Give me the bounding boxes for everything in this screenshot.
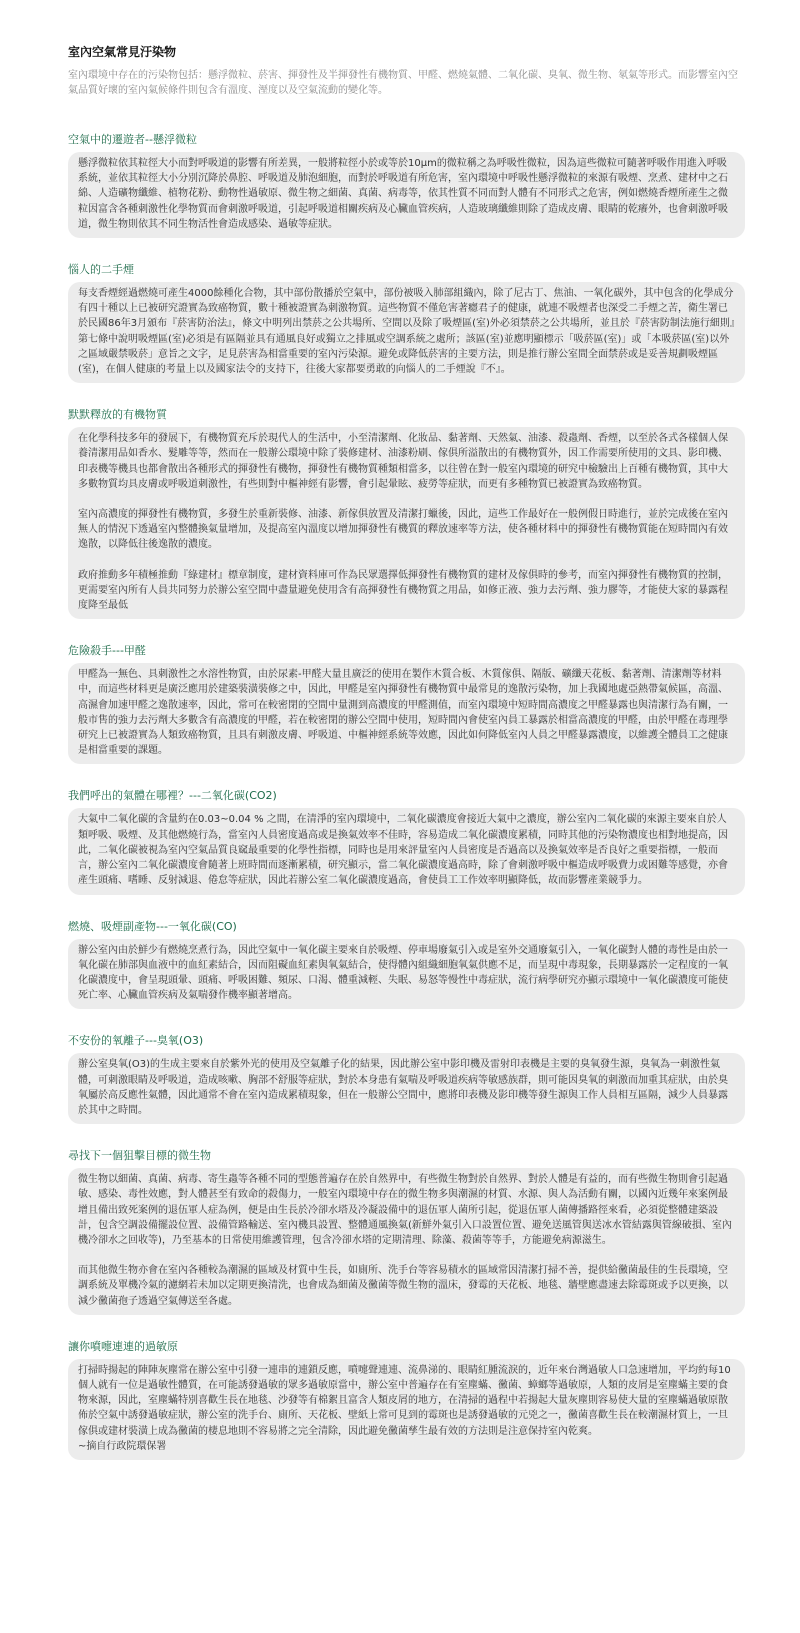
paragraph: 辦公室內由於鮮少有燃燒烹煮行為，因此空氣中一氧化碳主要來自於吸煙、停車場廢氣引入或是室外交通廢氣引入，一氧化碳對人體的毒性是由於一氧化碳在肺部與血液中的血紅素結合，因而阻礙血紅素與氧氣結合，使得體內組織細胞氧氣供應不足，而呈現中毒現象，長期暴露於一定程度的一氧化碳濃度中，會呈現頭暈、頭痛、呼吸困難、頻尿、口渴、體重減輕、失眠、易怒等慢性中毒症狀，流行病學研究亦顯示環境中一氧化碳濃度可能使死亡率、心臟血管疾病及氣喘發作機率顯著增高。 (78, 944, 728, 1002)
paragraph: 微生物以細菌、真菌、病毒、寄生蟲等各種不同的型態普遍存在於自然界中，有些微生物對於自然界、對於人體是有益的，而有些微生物則會引起過敏、感染、毒性效應，對人體甚至有致命的殺傷力，一般室內環境中存在的微生物多與潮濕的材質、水源、與人為活動有關，以國內近幾年來案例最增且備出致死案例的退伍軍人症為例，便是由生長於冷卻水塔及冷凝設備中的退伍軍人菌所引起，從退伍軍人菌傳播路徑來看，必須從整體建築設計，包含空調設備擺設位置、設備管路輸送、室內機具設置、整體通風換氣(新鮮外氣引入口設置位置、避免送風管與送冰水管結露與管線破損、室內機冷卻水之回收等)，乃至基本的日常使用維護管理，包含冷卻水塔的定期清理、除藻、殺菌等等手，方能避免病源滋生。 (78, 1174, 732, 1246)
section-ozone (68, 1033, 745, 1124)
section-voc (68, 407, 745, 619)
paragraph: 而其他微生物亦會在室內各種較為潮濕的區域及材質中生長，如廁所、洗手台等容易積水的區域常因清潔打掃不善，提供給黴菌最佳的生長環境，空調系統及單機冷氣的濾網若未加以定期更換清洗，也會成為細菌及黴菌等微生物的溫床，發霉的天花板、地毯、牆壁應盡速去除霉斑或予以更換，以減少黴菌孢子透過空氣傳送至各處。 (78, 1265, 728, 1307)
section-body (68, 1359, 745, 1460)
section-body (68, 427, 745, 619)
section-co (68, 919, 745, 1010)
paragraph: 在化學科技多年的發展下，有機物質充斥於現代人的生活中，小至清潔劑、化妝品、黏著劑、天然氣、油漆、殺蟲劑、香煙，以至於各式各樣個人保養清潔用品如香水、髮雕等等，然而在一般辦公環境中除了裝修建材、油漆粉刷、傢俱所溢散出的有機物質外，因工作需要所使用的文具、影印機、印表機等機具也都會散出各種形式的揮發性有機物，揮發性有機物質種類相當多，以往曾在對一般室內環境的研究中檢驗出上百種有機物質，其中大多數物質均具皮膚或呼吸道刺激性，有些則對中樞神經有影響，會引起暈眩、疲勞等症狀，而更有多種物質已被證實為致癌物質。 (78, 433, 728, 490)
paragraph: 政府推動多年積極推動『綠建材』標章制度，建材資料庫可作為民眾選擇低揮發性有機物質的建材及傢俱時的參考，而室內揮發性有機物質的控制，更需要室內所有人員共同努力於辦公室空間中盡量避免使用含有高揮發性有機物質之用品，如修正液、強力去污劑、強力膠等，才能使大家的暴露程度降至最低 (78, 569, 728, 612)
section-title: 讓你噴嚏連連的過敏原 (68, 1339, 178, 1353)
section-title: 不安份的氧離子---臭氧(O3) (68, 1034, 204, 1048)
section-co2 (68, 788, 745, 894)
section-title: 我們呼出的氣體在哪裡？---二氧化碳(CO2) (68, 789, 277, 803)
section-body (68, 1168, 745, 1315)
section-body (68, 1053, 745, 1124)
section-title: 燃燒、吸煙副產物---一氧化碳(CO) (68, 919, 237, 933)
paragraph: 甲醛為一無色、具刺激性之水溶性物質，由於尿素-甲醛大量且廣泛的使用在製作木質合板、木質傢俱、隔版、礦纖天花板、黏著劑、清潔劑等材料中，而這些材料更是廣泛應用於建築裝潢裝修之中，因此，甲醛是室內揮發性有機物質中最常見的逸散污染物，加上我國地處亞熱帶氣候區，高溫、高濕會加速甲醛之逸散速率，因此，常可在較密閉的空間中量測到高濃度的甲醛測值，而室內環境中短時間高濃度之甲醛暴露也與清潔行為有關，一般市售的強力去污劑大多數含有高濃度的甲醛，若在較密閉的辦公空間中使用，短時間內會使室內員工暴露於相當高濃度的甲醛，由於甲醛在毒理學研究上已被證實為人類致癌物質，且具有刺激皮膚、呼吸道、中樞神經系統等效應，因此如何降低室內人員之甲醛暴露濃度，以維護全體員工之健康是相當重要的課題。 (78, 669, 728, 757)
paragraph: 懸浮微粒依其粒徑大小而對呼吸道的影響有所差異，一般將粒徑小於或等於10μm的微粒稱之為呼吸性微粒，因為這些微粒可隨著呼吸作用進入呼吸系統，並依其粒徑大小分別沉降於鼻腔、呼吸道及肺泡細胞，而對於呼吸道有所危害，室內環境中呼吸性懸浮微粒的來源有吸煙、烹煮、建材中之石綿、人造礦物纖維、植物花粉、動物性過敏原、微生物之細菌、真菌、病毒等，依其性質不同而對人體有不同形式之危害，例如燃燒香煙所產生之微粒因富含各種刺激性化學物質而會刺激呼吸道，引起呼吸道相關疾病及心臟血管疾病，人造玻璃纖維則除了造成皮膚、眼睛的乾癢外，也會刺激呼吸道，微生物則依其不同生物活性會造成感染、過敏等症狀。 (78, 158, 728, 230)
section-title: 空氣中的遷遊者--懸浮微粒 (68, 133, 197, 146)
section-allergens (68, 1339, 745, 1460)
section-microbes (68, 1148, 745, 1315)
section-formaldehyde (68, 643, 745, 764)
source-credit: ~摘自行政院環保署 (78, 1440, 167, 1452)
section-secondhand-smoke (68, 262, 745, 383)
intro-text: 室內環境中存在的污染物包括：懸浮微粒、菸害、揮發性及半揮發性有機物質、甲醛、燃燒氣體、二氧化碳、臭氧、微生物、氡氣等形式。而影響室內空氣品質好壞的室內氣候條件則包含有溫度、溼度以及空氣流動的變化等。 (68, 70, 738, 96)
section-title: 危險殺手---甲醛 (68, 644, 146, 658)
paragraph: 辦公室臭氧(O3)的生成主要來自於紫外光的使用及空氣離子化的結果，因此辦公室中影印機及雷射印表機是主要的臭氧發生源，臭氧為一刺激性氣體，可刺激眼睛及呼吸道，造成咳嗽、胸部不舒服等症狀，對於本身患有氣喘及呼吸道疾病等敏感族群，則可能因臭氧的刺激而加重其症狀，由於臭氧屬於高反應性氣體，因此通常不會在室內造成累積現象，但在一般辦公空間中，應將印表機及影印機等發生源與工作人員相互區隔，減少人員暴露於其中之時間。 (78, 1059, 728, 1116)
section-title: 惱人的二手煙 (68, 263, 134, 277)
section-title: 尋找下一個狙擊目標的微生物 (68, 1149, 211, 1163)
paragraph: 室內高濃度的揮發性有機物質，多發生於重新裝修、油漆、新傢俱放置及清潔打蠟後，因此，這些工作最好在一般例假日時進行，並於完成後在室內無人的情況下透過室內整體換氣量增加，及提高室內溫度以增加揮發性有機質的釋放速率等方法，使各種材料中的揮發性有機物質能在短時間內有效逸散，以降低往後逸散的濃度。 (78, 509, 728, 551)
section-particulates (68, 132, 745, 238)
section-body (68, 939, 745, 1010)
section-body (68, 808, 745, 894)
paragraph: 打掃時揚起的陣陣灰塵常在辦公室中引發一連串的連鎖反應，噴嚏聲連連、流鼻涕的、眼睛紅腫流淚的，近年來台灣過敏人口急速增加，平均約每10個人就有一位是過敏性體質，在可能誘發過敏的眾多過敏原當中，辦公室中普遍存在有室塵蟎、黴菌、蟑螂等過敏原，人類的皮屑是室塵蟎主要的食物來源，因此，室塵蟎特別喜歡生長在地毯、沙發等有棉絮且富含人類皮屑的地方，在清掃的過程中若揚起大量灰塵則容易使大量的室塵蟎過敏原散佈於空氣中誘發過敏症狀，辦公室的洗手台、廁所、天花板、壁紙上常可見到的霉斑也是誘發過敏的元兇之一，黴菌喜歡生長在較潮濕材質上，一旦傢俱或建材裝潢上成為黴菌的棲息地則不容易將之完全清除，因此避免黴菌孳生最有效的方法則是注意保持室內乾爽。 (78, 1364, 731, 1437)
paragraph: 大氣中二氧化碳的含量約在0.03~0.04 % 之間，在清淨的室內環境中，二氧化碳濃度會接近大氣中之濃度，辦公室內二氧化碳的來源主要來自於人類呼吸、吸煙、及其他燃燒行為，當室內人員密度過高或是換氣效率不佳時，容易造成二氧化碳濃度累積，同時其他的污染物濃度也相對地提高，因此，二氧化碳被視為室內空氣品質良窳最重要的化學性指標，同時也是用來評量室內人員密度是否過高以及換氣效率是否良好之重要指標，一般而言，辦公室內二氧化碳濃度會隨著上班時間而逐漸累積，研究顯示，當二氧化碳濃度過高時，除了會刺激呼吸中樞造成呼吸費力或困難等感覺，亦會產生頭痛、嗜睡、反射減退、倦怠等症狀，因此若辦公室二氧化碳濃度過高，會使員工工作效率明顯降低，故而影響產業競爭力。 (78, 814, 728, 887)
page-title: 室內空氣常見汙染物 (68, 45, 177, 59)
section-body (68, 663, 745, 764)
section-body (68, 152, 745, 238)
paragraph: 每支香煙經過燃燒可產生4000餘種化合物，其中部份散播於空氣中，部份被吸入肺部組織內，除了尼古丁、焦油、一氧化碳外，其中包含的化學成分有四十種以上已被研究證實為致癌物質，數十種被證實為刺激物質。這些物質不僅危害著癮君子的健康，就連不吸煙者也深受二手煙之苦，衛生署已於民國86年3月頒布『菸害防治法』，條文中明列出禁菸之公共場所、空間以及除了吸煙區(室)外必須禁菸之公共場所，並且於『菸害防制法施行細則』第七條中說明吸煙區(室)必須是有區隔並具有通風良好或獨立之排風或空調系統之處所；該區(室)並應明顯標示「吸菸區(室)」或「本吸菸區(室)以外之區域嚴禁吸菸」意旨之文字，足見菸害為相當重要的室內污染源。避免或降低菸害的主要方法，則是推行辦公室間全面禁菸或是妥善規劃吸煙區(室)，在個人健康的考量上以及國家法令的支持下，往後大家都要勇敢的向惱人的二手煙說『不』。 (78, 288, 735, 376)
section-title: 默默釋放的有機物質 (68, 408, 167, 422)
section-body (68, 282, 745, 383)
